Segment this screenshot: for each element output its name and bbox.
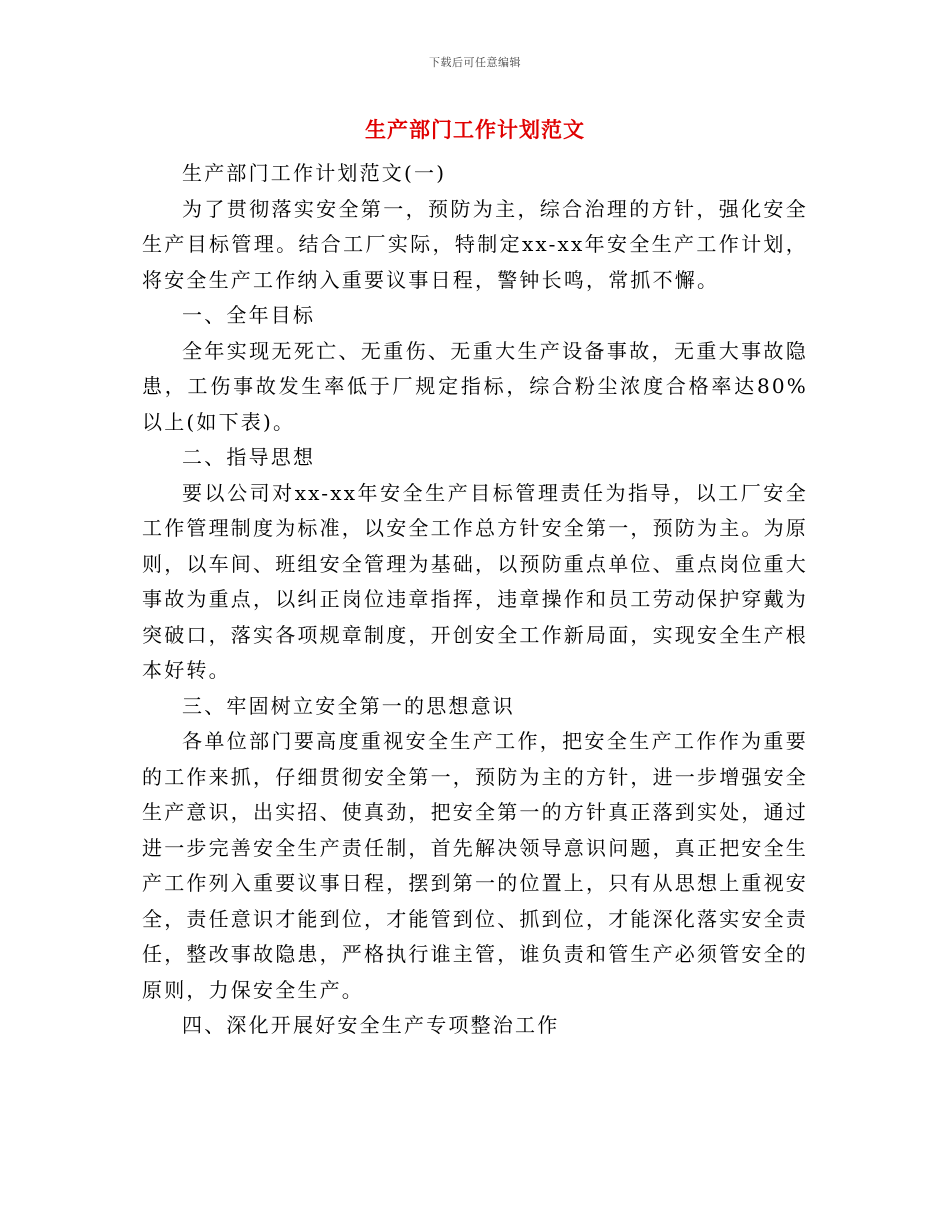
header-note: 下载后可任意编辑 bbox=[429, 56, 521, 69]
paragraph-intro: 为了贯彻落实安全第一，预防为主，综合治理的方针，强化安全生产目标管理。结合工厂实际，特制定xx-xx年安全生产工作计划，将安全生产工作纳入重要议事日程，警钟长鸣，常抓不懈。 bbox=[142, 196, 808, 292]
paragraph-safety-awareness: 各单位部门要高度重视安全生产工作，把安全生产工作作为重要的工作来抓，仔细贯彻安全第一，预防为主的方针，进一步增强安全生产意识，出实招、使真劲，把安全第一的方针真正落到实处，通过进一步完善安全生产责任制，首先解决领导意识问题，真正把安全生产工作列入重要议事日程，摆到第一的位置上，只有从思想上重视安全，责任意识才能到位，才能管到位、抓到位，才能深化落实安全责任，整改事故隐患，严格执行谁主管，谁负责和管生产必须管安全的原则，力保安全生产。 bbox=[142, 729, 808, 1002]
document-body bbox=[142, 156, 808, 1044]
paragraph-annual-goal: 全年实现无死亡、无重伤、无重大生产设备事故，无重大事故隐患，工伤事故发生率低于厂规定指标，综合粉尘浓度合格率达80%以上(如下表)。 bbox=[142, 338, 808, 434]
section-heading-guiding-idea: 二、指导思想 bbox=[182, 445, 316, 469]
section-heading-annual-goal: 一、全年目标 bbox=[182, 303, 316, 327]
section-heading-intro: 生产部门工作计划范文(一) bbox=[182, 161, 447, 185]
section-heading-special-rectification: 四、深化开展好安全生产专项整治工作 bbox=[182, 1013, 560, 1037]
paragraph-guiding-idea: 要以公司对xx-xx年安全生产目标管理责任为指导，以工厂安全工作管理制度为标准，以安全工作总方针安全第一，预防为主。为原则，以车间、班组安全管理为基础，以预防重点单位、重点岗位重大事故为重点，以纠正岗位违章指挥，违章操作和员工劳动保护穿戴为突破口，落实各项规章制度，开创安全工作新局面，实现安全生产根本好转。 bbox=[142, 480, 808, 682]
document-title: 生产部门工作计划范文 bbox=[365, 117, 585, 142]
section-heading-safety-awareness: 三、牢固树立安全第一的思想意识 bbox=[182, 693, 515, 718]
